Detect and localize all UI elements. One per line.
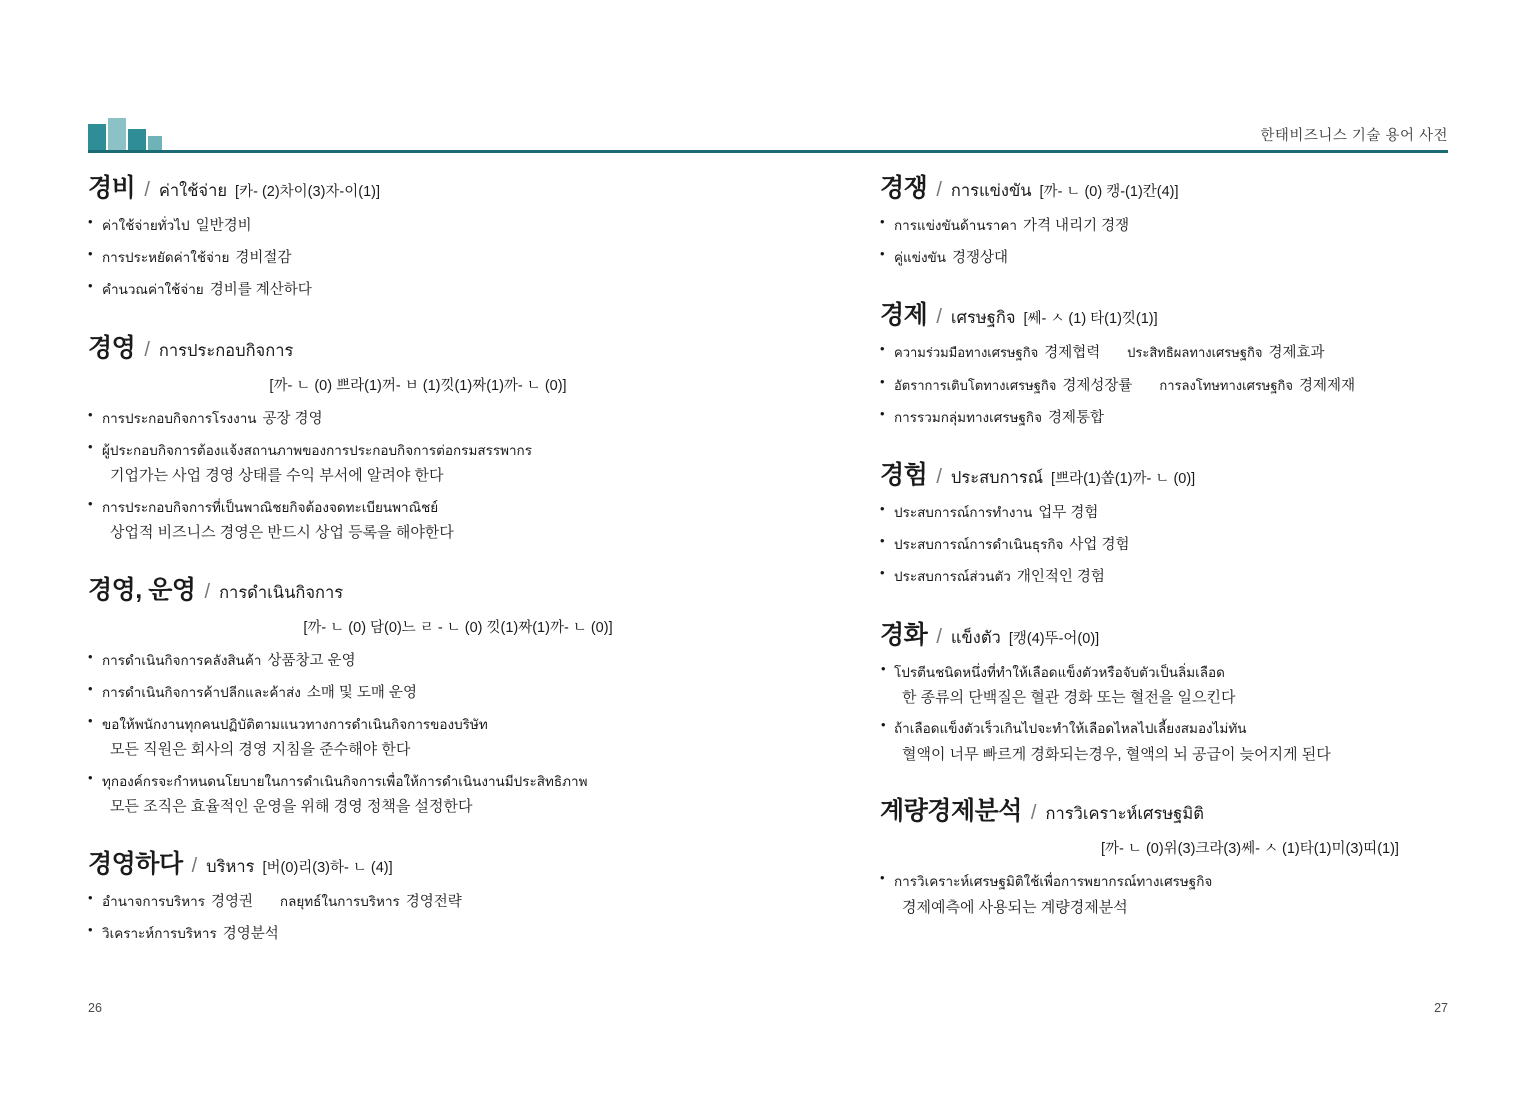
item-korean: 경제성장률 (1062, 377, 1133, 394)
entry-gyeryang-gyeongje-bunseok (880, 791, 1500, 918)
list-item (88, 770, 708, 818)
headword-separator: / (191, 854, 198, 877)
page-number-right: 27 (1434, 1001, 1448, 1015)
item-thai: ถ้าเลือดแข็งตัวเร็วเกินไปจะทำให้เลือดไหลไปเลี้ยงสมองไม่ทัน (894, 721, 1247, 738)
item-thai: ทุกองค์กรจะกำหนดนโยบายในการดำเนินกิจการเพื่อให้การดำเนินงานมีประสิทธิภาพ (102, 773, 588, 790)
item-korean: 경영권 (210, 893, 253, 910)
list-item (88, 439, 708, 487)
item-korean: 경제협력 (1044, 345, 1101, 362)
headword-line (880, 615, 1500, 651)
list-item (88, 681, 708, 704)
item-korean: 모든 조직은 효율적인 운영을 위해 경영 정책을 설정한다 (110, 798, 473, 816)
item-thai: ประสบการณ์การทำงาน (894, 504, 1033, 521)
left-column (88, 168, 708, 971)
headword-line (88, 328, 708, 364)
list-item (88, 214, 708, 237)
item-korean: 사업 경험 (1069, 537, 1130, 554)
entry-items (88, 890, 708, 945)
headword-line (880, 168, 1500, 204)
item-korean: 경비절감 (235, 250, 292, 267)
item-thai: ความร่วมมือทางเศรษฐกิจ (894, 346, 1039, 362)
entry-items (88, 214, 708, 302)
headword-line (88, 168, 708, 204)
headword-pronunciation: [쁘라(1)쏩(1)까- ㄴ (0)] (1051, 470, 1196, 487)
item-thai: ขอให้พนักงานทุกคนปฏิบัติตามแนวทางการดำเนินกิจการของบริษัท (102, 717, 488, 733)
entry-items (88, 407, 708, 544)
headword-thai: การแข่งขัน (950, 181, 1032, 200)
item-thai: ผู้ประกอบกิจการต้องแจ้งสถานภาพของการประกอบกิจการต่อกรมสรรพากร (102, 442, 532, 459)
headword-separator: / (936, 179, 942, 201)
header-divider (88, 150, 1448, 153)
item-korean: 공장 경영 (262, 410, 323, 427)
item-korean: 한 종류의 단백질은 혈관 경화 또는 혈전을 일으킨다 (902, 688, 1236, 706)
item-korean: 소매 및 도매 운영 (306, 684, 417, 701)
headword-separator: / (936, 306, 942, 329)
list-item (880, 533, 1500, 556)
headword-separator: / (1030, 802, 1037, 825)
headword-pronunciation: [카- (2)차이(3)자-이(1)] (235, 184, 380, 200)
item-korean: 기업가는 사업 경영 상태를 수익 부서에 알려야 한다 (110, 466, 444, 484)
list-item (88, 890, 708, 913)
item-thai: การรวมกลุ่มทางเศรษฐกิจ (894, 409, 1043, 426)
headword-separator: / (936, 465, 942, 488)
item-thai: คำนวณค่าใช้จ่าย (102, 282, 204, 299)
item-thai: คู่แข่งขัน (894, 250, 947, 267)
headword-line (88, 844, 708, 880)
list-item (88, 496, 708, 544)
entry-items (880, 870, 1500, 918)
list-item (88, 278, 708, 301)
list-item (88, 407, 708, 430)
entry-gyeongyeonghada (88, 844, 708, 945)
headword-korean: 경험 (880, 460, 928, 489)
item-korean: 경영분석 (222, 926, 279, 943)
item-thai: โปรตีนชนิดหนึ่งที่ทำให้เลือดแข็งตัวหรือจับตัวเป็นลิ่มเลือด (894, 664, 1225, 681)
headword-thai: แข็งตัว (950, 627, 1001, 647)
headword-korean: 경쟁 (880, 174, 928, 202)
item-korean: 경쟁상대 (952, 250, 1009, 267)
headword-line (880, 295, 1500, 331)
item-thai: วิเคราะห์การบริหาร (102, 926, 217, 943)
entry-gyeongbi (88, 168, 708, 302)
list-item (88, 246, 708, 269)
headword-thai: การประกอบกิจการ (158, 340, 294, 360)
headword-pronunciation: [까- ㄴ (0) 캥-(1)칸(4)] (1039, 184, 1179, 200)
headword-thai: การดำเนินกิจการ (219, 582, 344, 602)
item-thai: ประสบการณ์การดำเนินธุรกิจ (894, 537, 1064, 554)
entry-items (880, 501, 1500, 589)
item-korean: 업무 경험 (1038, 504, 1099, 521)
list-item (880, 374, 1500, 397)
item-korean: 경제예측에 사용되는 계량경제분석 (902, 898, 1128, 916)
item-thai: การดำเนินกิจการคลังสินค้า (102, 652, 262, 669)
item-thai: กลยุทธ์ในการบริหาร (279, 893, 400, 910)
item-thai: ประสิทธิผลทางเศรษฐกิจ (1127, 346, 1263, 362)
headword-line (880, 455, 1500, 491)
item-korean: 상품창고 운영 (267, 652, 356, 669)
item-thai: การประกอบกิจการที่เป็นพาณิชยกิจต้องจดทะเบียนพาณิชย์ (102, 499, 439, 516)
headword-separator: / (144, 179, 150, 201)
headword-thai: เศรษฐกิจ (950, 308, 1016, 328)
headword-separator: / (144, 338, 150, 361)
entry-gyeongje (880, 295, 1500, 429)
headword-separator: / (936, 625, 942, 648)
list-item (88, 649, 708, 672)
item-korean: 일반경비 (195, 218, 252, 234)
list-item (880, 717, 1500, 765)
headword-line (880, 791, 1500, 827)
list-item (880, 661, 1500, 709)
list-item (880, 870, 1500, 918)
list-item (880, 406, 1500, 429)
list-item (88, 922, 708, 945)
headword-korean: 경영 (88, 333, 136, 362)
headword-korean: 계량경제분석 (880, 797, 1022, 826)
headword-korean: 경영하다 (88, 849, 183, 878)
entry-gyeongyeong-unyeong (88, 570, 708, 818)
item-thai: ประสบการณ์ส่วนตัว (894, 569, 1011, 586)
headword-pronunciation: [까- ㄴ (0) 담(0)느 ㄹ - ㄴ (0) 낏(1)짜(1)까- ㄴ (0)] (303, 619, 613, 636)
header-title: 한태비즈니스 기술 용어 사전 (1260, 128, 1448, 144)
item-thai: อัตราการเติบโตทางเศรษฐกิจ (894, 378, 1057, 394)
headword-line (88, 570, 708, 606)
headword-pronunciation: [까- ㄴ (0) 쁘라(1)꺼- ㅂ (1)낏(1)짜(1)까- ㄴ (0)] (269, 377, 567, 394)
entry-gyeongjaeng (880, 168, 1500, 269)
headword-pronunciation: [까- ㄴ (0)위(3)크라(3)쎄- ㅅ (1)타(1)미(3)띠(1)] (1101, 841, 1399, 858)
page-header (88, 118, 1448, 158)
headword-thai: การวิเคราะห์เศรษฐมิติ (1045, 804, 1204, 824)
item-korean: 경비를 계산하다 (209, 282, 312, 299)
item-thai: การประกอบกิจการโรงงาน (102, 410, 257, 427)
headword-pronunciation: [버(0)리(3)하- ㄴ (4)] (262, 859, 393, 876)
list-item (880, 246, 1500, 269)
headword-thai: ค่าใช้จ่าย (158, 181, 228, 200)
list-item (880, 214, 1500, 237)
list-item (880, 501, 1500, 524)
list-item (88, 713, 708, 761)
item-thai: การวิเคราะห์เศรษฐมิติใช้เพื่อการพยากรณ์ทางเศรษฐกิจ (894, 874, 1213, 891)
publisher-logo-icon (88, 118, 162, 151)
list-item (880, 565, 1500, 588)
headword-thai: บริหาร (206, 856, 255, 876)
entry-items (88, 649, 708, 818)
list-item (880, 341, 1500, 364)
headword-korean: 경비 (88, 174, 136, 202)
page-number-left: 26 (88, 1001, 102, 1015)
headword-separator: / (204, 580, 211, 603)
item-korean: 상업적 비즈니스 경영은 반드시 상업 등록을 해야한다 (110, 523, 454, 541)
item-korean: 경제통합 (1048, 409, 1105, 426)
item-thai: อำนาจการบริหาร (102, 893, 205, 910)
item-korean: 가격 내리기 경쟁 (1023, 218, 1130, 234)
entry-items (880, 214, 1500, 269)
headword-korean: 경화 (880, 620, 928, 649)
headword-korean: 경제 (880, 301, 928, 330)
headword-pronunciation: [캥(4)뚜-어(0)] (1008, 630, 1100, 647)
item-korean: 경영전략 (405, 893, 462, 910)
item-thai: การแข่งขันด้านราคา (894, 218, 1018, 234)
item-korean: 혈액이 너무 빠르게 경화되는경우, 혈액의 뇌 공급이 늦어지게 된다 (902, 745, 1331, 763)
entry-items (880, 341, 1500, 429)
item-korean: 개인적인 경험 (1016, 569, 1105, 586)
entry-gyeongyeong (88, 328, 708, 544)
entry-gyeonghwa (880, 615, 1500, 766)
entry-gyeongheom (880, 455, 1500, 589)
right-column (880, 168, 1500, 944)
item-korean: 경제제재 (1299, 377, 1356, 394)
item-thai: การลงโทษทางเศรษฐกิจ (1159, 378, 1294, 394)
headword-korean: 경영, 운영 (88, 575, 196, 604)
item-korean: 경제효과 (1268, 345, 1325, 362)
headword-pronunciation: [쎄- ㅅ (1) 타(1)낏(1)] (1023, 311, 1158, 328)
item-korean: 모든 직원은 회사의 경영 지침을 준수해야 한다 (110, 741, 411, 759)
headword-thai: ประสบการณ์ (950, 467, 1044, 487)
item-thai: การประหยัดค่าใช้จ่าย (102, 250, 230, 267)
item-thai: ค่าใช้จ่ายทั่วไป (102, 218, 190, 234)
entry-items (880, 661, 1500, 766)
item-thai: การดำเนินกิจการค้าปลีกและค้าส่ง (102, 684, 301, 701)
